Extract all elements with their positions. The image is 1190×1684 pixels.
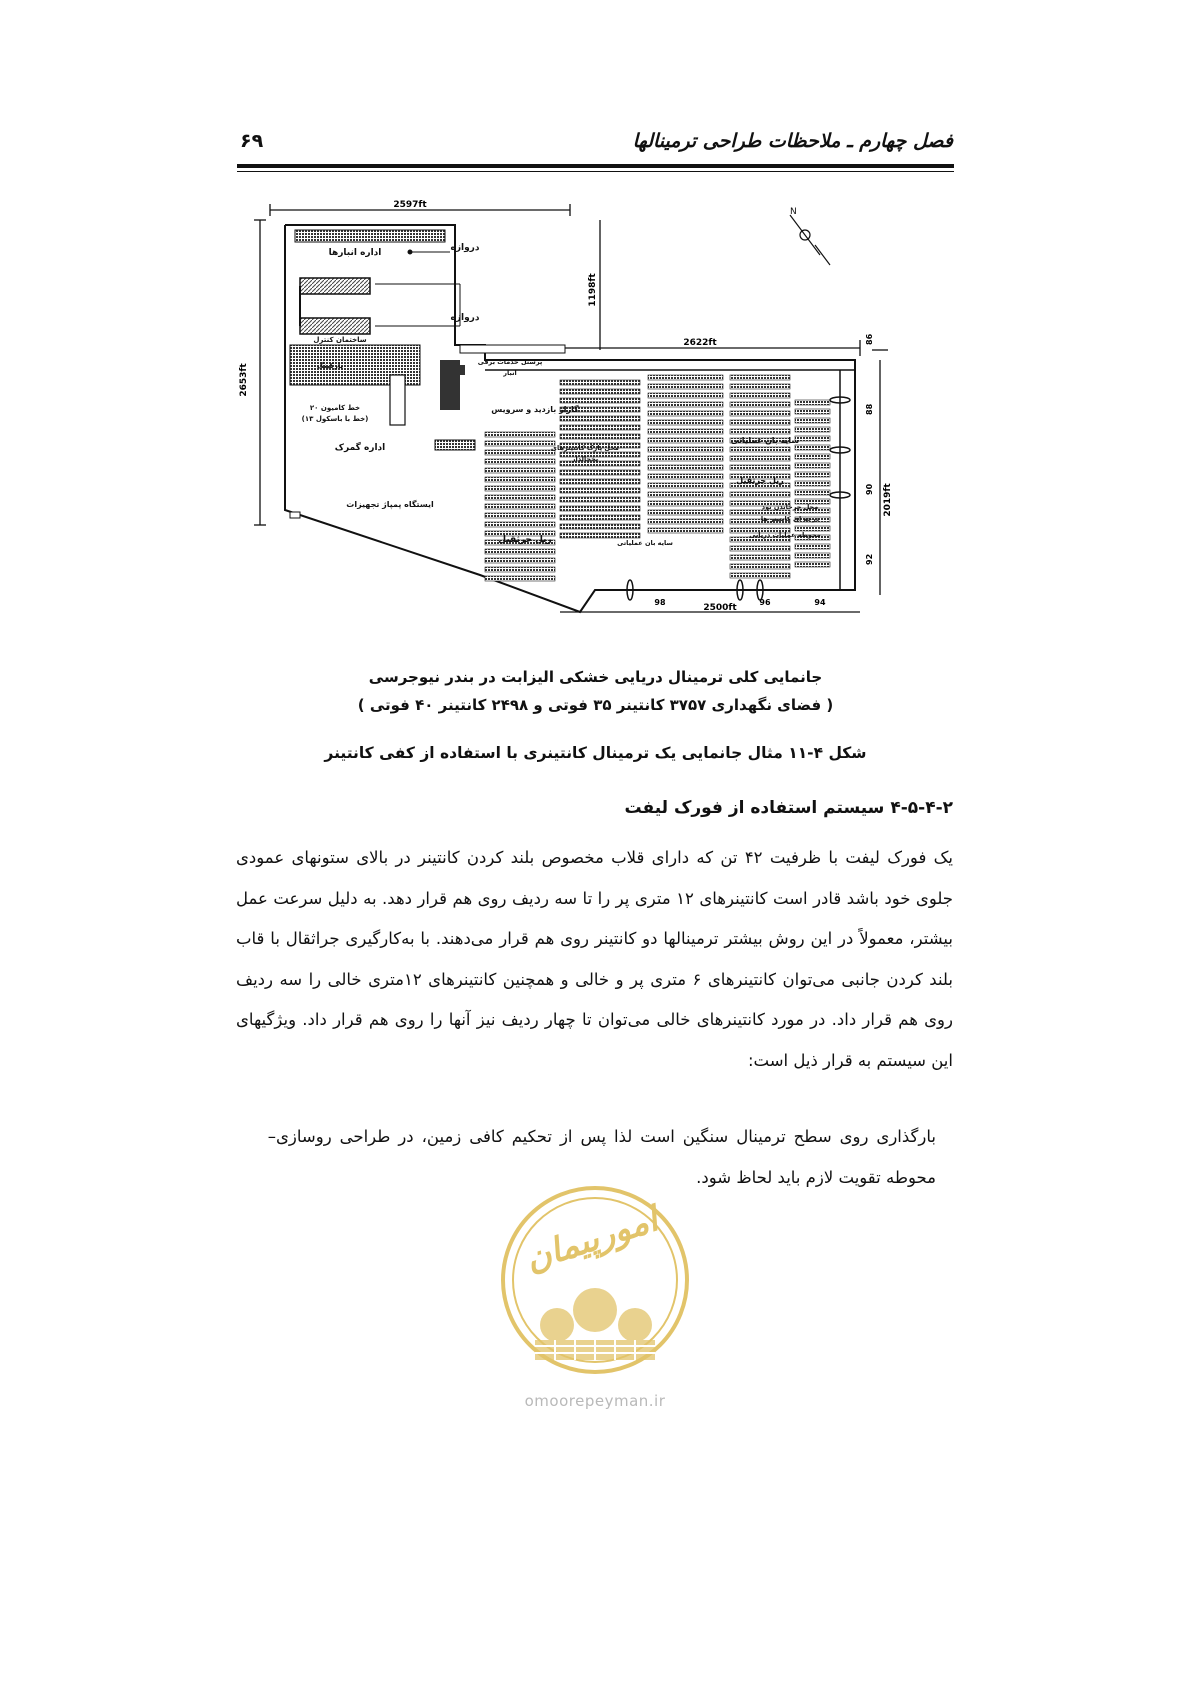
container-stack-row — [485, 477, 555, 482]
container-stack-row — [795, 427, 830, 432]
container-stack-row — [485, 504, 555, 509]
container-stack-row — [730, 384, 790, 389]
label-truck-lanes-1: ۲۰ خط کامیون — [309, 404, 361, 412]
container-stack-row — [730, 573, 790, 578]
watermark-url: omoorepeyman.ir — [524, 1392, 666, 1410]
container-stack-row — [648, 429, 723, 434]
container-stack-row — [560, 515, 640, 520]
container-stack-row — [485, 576, 555, 581]
container-stack-row — [560, 479, 640, 484]
container-stack-row — [560, 416, 640, 421]
container-stack-row — [485, 549, 555, 554]
dim-right-height: 2019ft — [883, 483, 893, 517]
watermark-logo — [495, 1180, 695, 1380]
label-marine-ops-area: محوطه عملیات دریایی — [749, 531, 821, 539]
container-stack-row — [730, 447, 790, 452]
bullet-dash: – — [267, 1127, 276, 1146]
container-stack-row — [795, 562, 830, 567]
container-stack-row — [648, 519, 723, 524]
container-stack-row — [795, 544, 830, 549]
container-stack-row — [730, 420, 790, 425]
container-stack-row — [730, 546, 790, 551]
container-stack-row — [648, 501, 723, 506]
section-heading: ۴-۵-۴-۲ سیستم استفاده از فورک لیفت — [624, 798, 953, 818]
container-stack-row — [560, 389, 640, 394]
dim-90: 90 — [865, 483, 874, 495]
container-stack-row — [560, 434, 640, 439]
container-stack-row — [795, 418, 830, 423]
north-arrow-icon — [790, 207, 830, 265]
header-rule-thick — [237, 164, 954, 168]
container-stack-row — [795, 553, 830, 558]
container-stack-row — [730, 429, 790, 434]
terminal-layout-plan — [239, 200, 940, 670]
label-crane-position-2: درجه ای کانتینر ها — [760, 515, 820, 523]
label-warehouse-office: اداره انبارها — [328, 248, 382, 258]
container-stack-row — [730, 492, 790, 497]
container-stack-row — [485, 432, 555, 437]
container-stack-row — [648, 456, 723, 461]
container-stack-row — [795, 463, 830, 468]
container-stack-row — [648, 528, 723, 533]
container-stack-row — [560, 488, 640, 493]
label-crane-rail-1: ریل جرثقیل — [736, 476, 784, 485]
container-stack-row — [485, 468, 555, 473]
container-stack-row — [560, 533, 640, 538]
container-stack-row — [795, 436, 830, 441]
label-crane-position-1: محل چرخاندن نود — [761, 503, 819, 511]
figure-caption: شکل ۴-۱۱ مثال جانمایی یک ترمینال کانتینری با استفاده از کفی کانتینر — [324, 744, 867, 762]
container-stack-row — [648, 483, 723, 488]
dim-gate-offset: 1198ft — [588, 273, 598, 307]
label-gate-2: دروازه — [450, 313, 480, 323]
label-parking: پارکینگ — [316, 362, 344, 370]
container-stack-row — [560, 398, 640, 403]
dim-bottom-width: 2500ft — [703, 603, 737, 613]
container-stack-row — [485, 459, 555, 464]
page-number: ۶۹ — [240, 130, 264, 152]
watermark-logo-text: امورپیمان — [520, 1199, 663, 1280]
dim-top-width: 2597ft — [393, 200, 427, 210]
container-stack-row — [485, 513, 555, 518]
container-stack-row — [560, 524, 640, 529]
label-customs-office: اداره گمرک — [334, 443, 386, 453]
body-paragraph: یک فورک لیفت با ظرفیت ۴۲ تن که دارای قلاب مخصوص بلند کردن کانتینر در بالای ستونهای عمودی جلوی خود باشد قادر است کانتینرهای ۱۲ متری پر را تا سه ردیف روی هم قرار دهد. به دلیل سرعت عمل بیشتر، معمولاً در این روش بیشتر ترمینالها دو کانتینر روی هم قرار می‌دهند. با به‌کارگیری جراثقال با قاب بلند کردن جانبی می‌توان کانتینرهای ۶ متری پر و خالی و همچنین کانتینرهای ۱۲متری خالی را سه ردیف روی هم قرار داد. در مورد کانتینرهای خالی می‌توان تا چهار ردیف نیز آنها را روی هم قرار داد. ویژگیهای این سیستم به قرار ذیل است: — [236, 848, 954, 1070]
container-stack-row — [795, 409, 830, 414]
label-chassis-parking-1: محل پارک کانتینرهای — [551, 444, 619, 452]
label-chassis-parking-2: یخچالدار — [571, 455, 599, 463]
container-stack-row — [795, 400, 830, 405]
dim-96: 96 — [759, 598, 771, 607]
container-stack-row — [560, 506, 640, 511]
container-stack-row — [648, 474, 723, 479]
container-stack-row — [648, 402, 723, 407]
container-stack-row — [648, 492, 723, 497]
container-stack-row — [730, 393, 790, 398]
container-stack-row — [648, 510, 723, 515]
label-truck-lanes-2: (۱۳ خط با باسکول) — [301, 415, 369, 423]
container-stack-row — [485, 558, 555, 563]
container-stack-row — [560, 497, 640, 502]
container-stack-row — [648, 375, 723, 380]
running-header-title: فصل چهارم ـ ملاحظات طراحی ترمینالها — [632, 130, 953, 152]
label-warehouse: انبار — [503, 369, 517, 377]
container-stack-row — [795, 472, 830, 477]
container-stack-row — [648, 411, 723, 416]
container-stack-row — [648, 420, 723, 425]
label-operational-shed-1: سایه بان عملیاتی — [730, 436, 800, 445]
container-stack-row — [730, 564, 790, 569]
container-stack-row — [730, 465, 790, 470]
figure-caption-line-2: ( فضای نگهداری ۳۷۵۷ کانتینر ۳۵ فوتی و ۲۴۹۸ کانتینر ۴۰ فوتی ) — [357, 696, 834, 714]
container-stack-row — [730, 375, 790, 380]
container-stack-row — [485, 450, 555, 455]
dim-88: 88 — [865, 403, 874, 415]
container-stack-row — [485, 567, 555, 572]
container-stack-row — [485, 495, 555, 500]
container-stack-row — [485, 486, 555, 491]
container-stack-row — [560, 380, 640, 385]
figure-caption-line-1: جانمایی کلی ترمینال دریایی خشکی الیزابت در بندر نیوجرسی — [368, 668, 823, 686]
label-control-building: ساختمان کنترل — [313, 336, 367, 344]
dim-left-height: 2653ft — [239, 363, 249, 397]
label-electrical-personnel: پرسنل خدمات برقی — [477, 358, 543, 366]
container-stack-row — [795, 490, 830, 495]
container-stack-row — [648, 438, 723, 443]
label-operational-shed-2: سایه بان عملیاتی — [617, 539, 673, 547]
container-stack-row — [730, 456, 790, 461]
container-stack-row — [795, 445, 830, 450]
dim-94: 94 — [814, 598, 826, 607]
container-stack-row — [648, 393, 723, 398]
container-stack-row — [485, 522, 555, 527]
container-stack-row — [560, 470, 640, 475]
label-crane-rail-2: ریل جرثقیل — [498, 535, 552, 545]
container-stack-row — [485, 441, 555, 446]
dim-98: 98 — [654, 598, 666, 607]
label-equipment-station: ایستگاه پمپاژ تجهیزات — [346, 500, 434, 509]
bullet-text: بارگذاری روی سطح ترمینال سنگین است لذا پس از تحکیم کافی زمین، در طراحی روسازی محوطه تقویت لازم باید لحاظ شود. — [276, 1127, 936, 1187]
label-service-garage: گاراژ بازدید و سرویس — [491, 405, 579, 414]
svg-text:N: N — [790, 207, 797, 217]
header-rule-thin — [237, 171, 954, 172]
label-gate-1: دروازه — [450, 243, 480, 253]
container-stack-row — [648, 447, 723, 452]
container-stack-row — [795, 481, 830, 486]
container-stack-row — [648, 384, 723, 389]
dim-86: 86 — [865, 333, 874, 345]
dim-mid-width: 2622ft — [683, 338, 717, 348]
container-stack-row — [730, 411, 790, 416]
container-stack-row — [730, 402, 790, 407]
container-stack-row — [648, 465, 723, 470]
dim-92: 92 — [865, 553, 874, 565]
container-stack-row — [730, 555, 790, 560]
container-stack-row — [560, 425, 640, 430]
container-stack-row — [795, 454, 830, 459]
